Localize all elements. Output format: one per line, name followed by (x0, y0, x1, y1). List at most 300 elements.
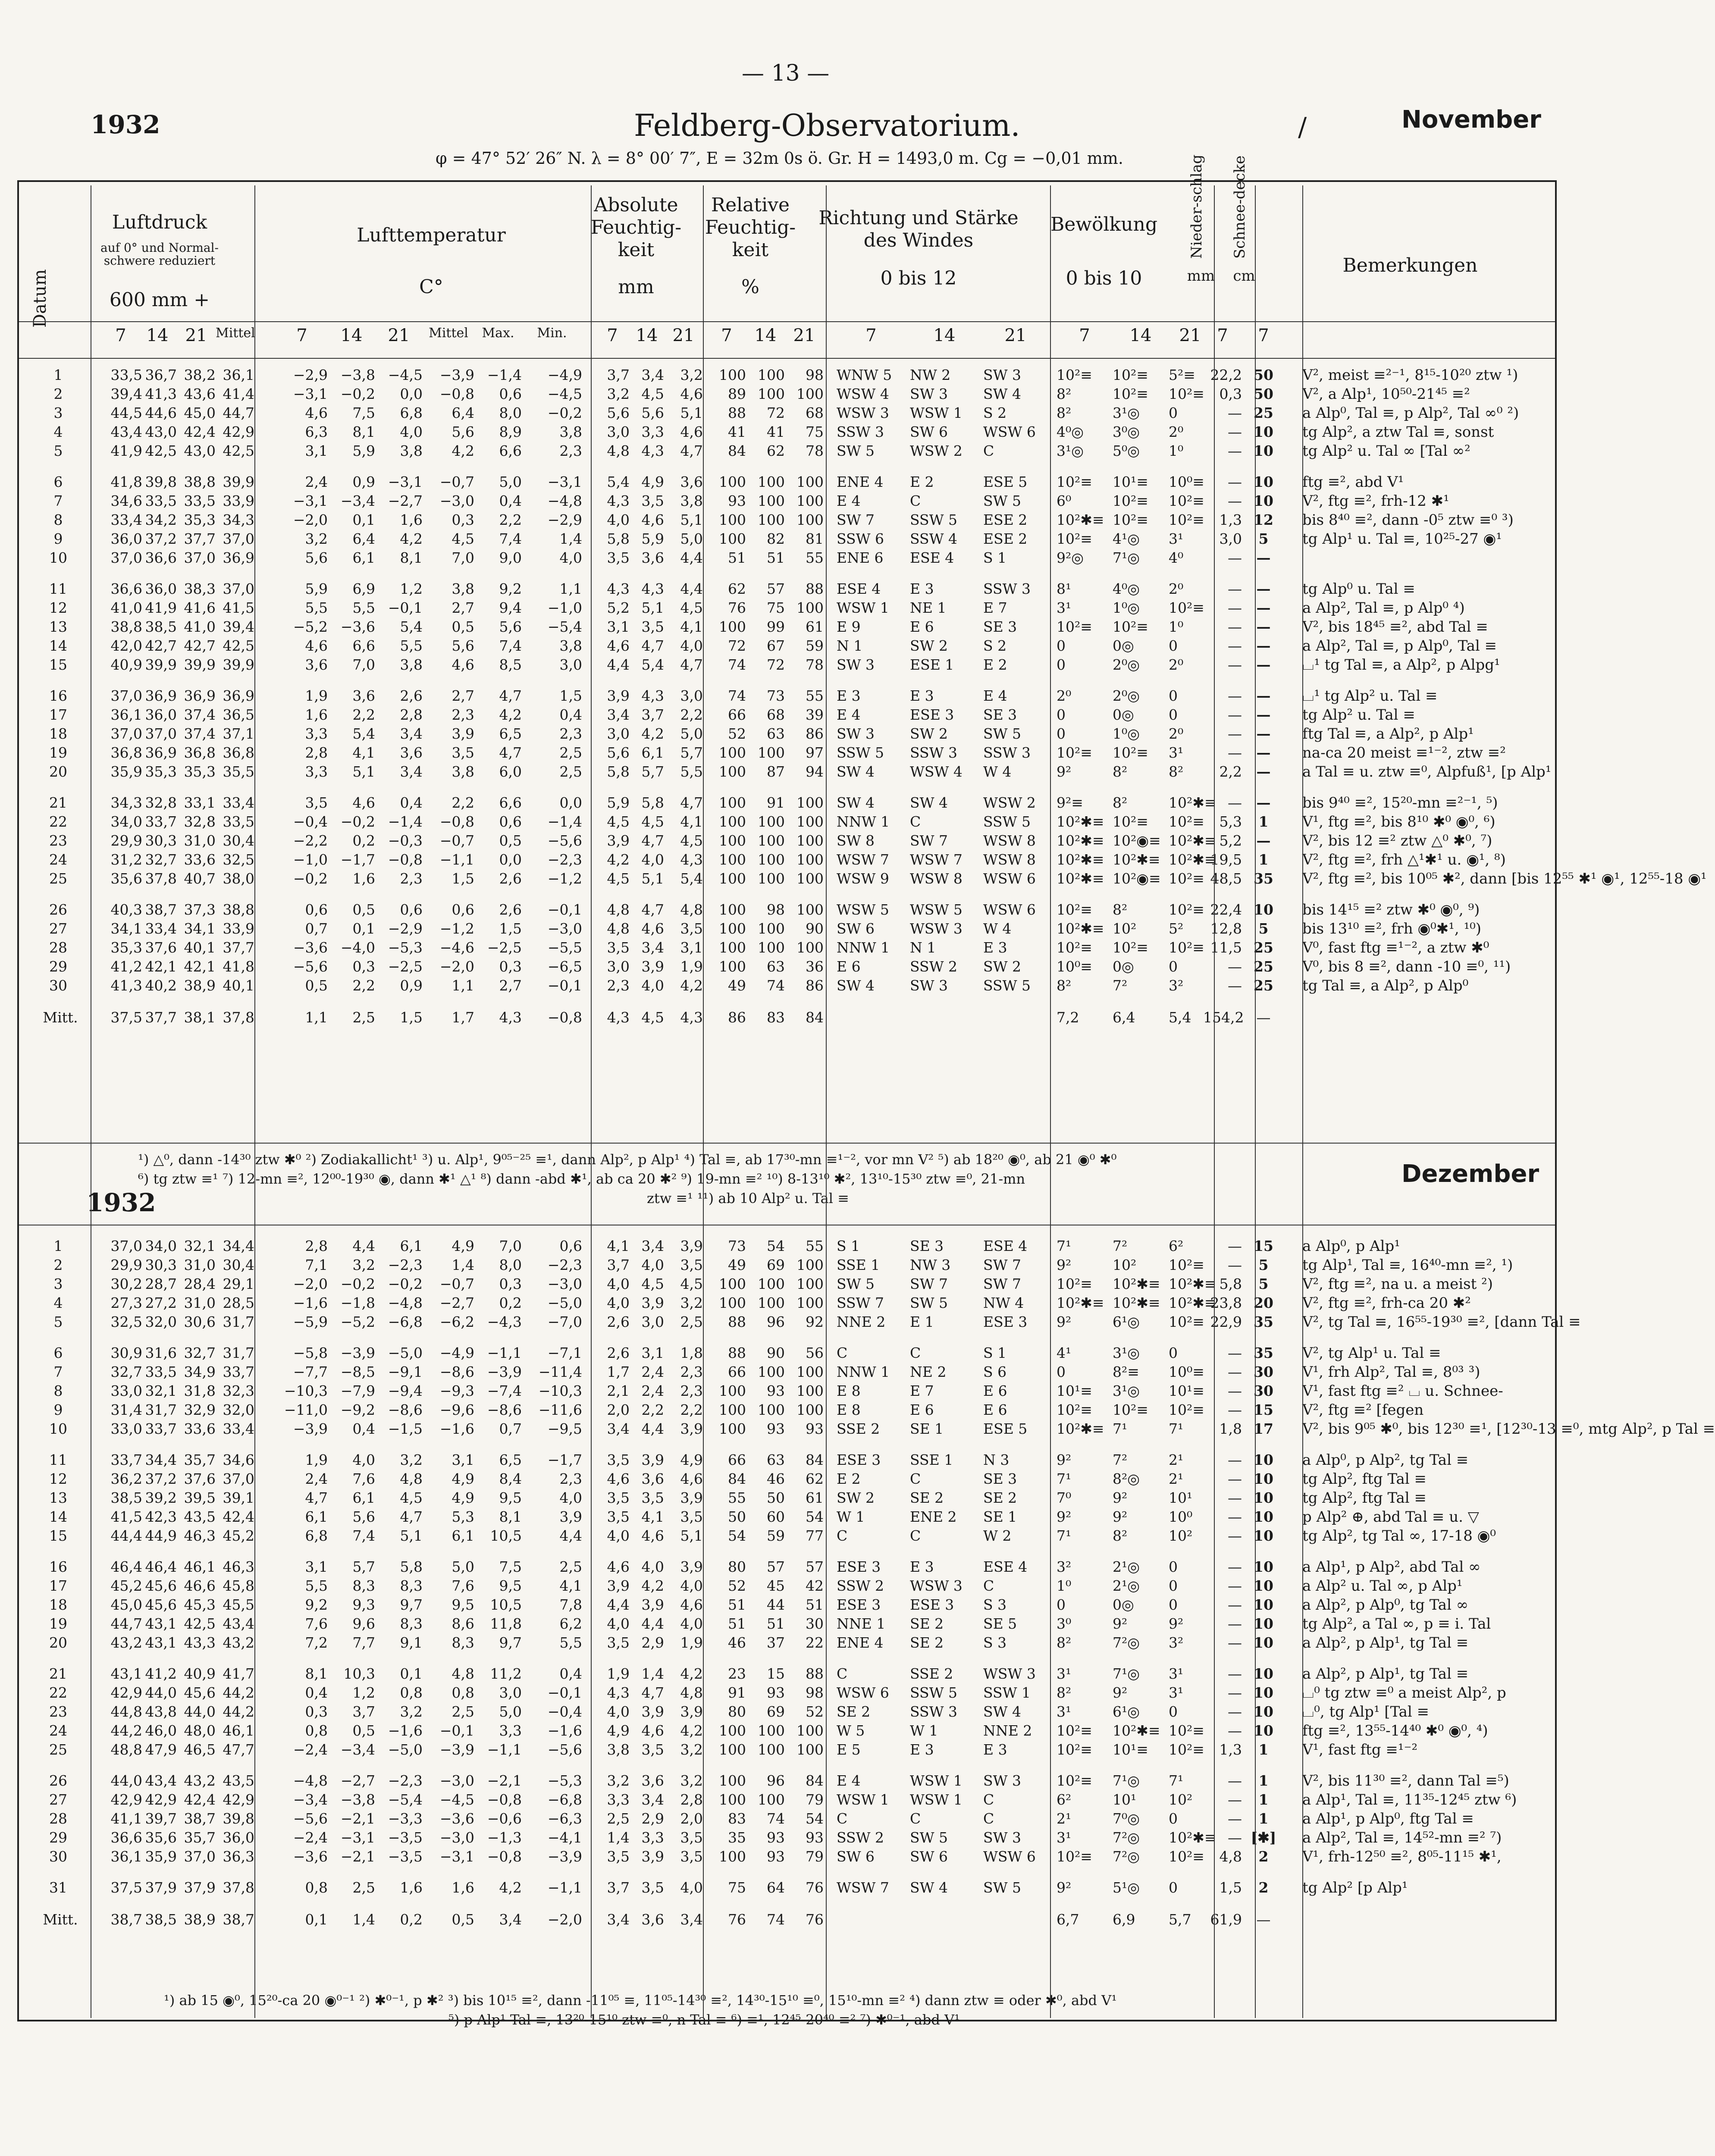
temperature-value: 3,7 (352, 1703, 375, 1720)
pressure-value: 37,0 (110, 549, 142, 566)
wind-value: SW 7 (983, 1257, 1022, 1273)
temperature-value: 2,5 (559, 763, 582, 780)
header-relative-unit: % (741, 276, 759, 298)
pressure-value: 45,8 (223, 1577, 254, 1594)
relative-humidity-mean: 74 (767, 1911, 785, 1928)
day-number: 15 (49, 1527, 67, 1544)
relative-humidity-value: 100 (796, 1275, 824, 1292)
day-number: 12 (49, 1470, 67, 1487)
relative-humidity-value: 91 (728, 1684, 746, 1701)
relative-humidity-value: 100 (719, 813, 746, 830)
cloud-value: 7² (1113, 977, 1128, 994)
wind-value: WSW 3 (837, 404, 889, 421)
pressure-value: 32,5 (223, 851, 254, 868)
wind-value: E 3 (910, 580, 934, 597)
remark-text: tg Alp¹ u. Tal ≡, 10²⁵-27 ◉¹ (1302, 530, 1502, 548)
temperature-value: −3,9 (439, 367, 474, 383)
precipitation-value: — (1228, 1401, 1242, 1418)
wind-value: SW 4 (837, 794, 875, 811)
pressure-value: 45,0 (184, 404, 216, 421)
temperature-value: 7,5 (499, 1558, 522, 1575)
dezember-row (17, 1238, 1557, 1257)
absolute-humidity-value: 3,9 (641, 958, 664, 975)
temperature-value: −7,0 (547, 1313, 582, 1330)
relative-humidity-value: 100 (796, 1401, 824, 1418)
absolute-humidity-value: 3,9 (641, 1703, 664, 1720)
cloud-value: 10²≡ (1169, 901, 1204, 918)
cloud-value: 0 (1169, 1577, 1178, 1594)
wind-value: SW 6 (910, 423, 948, 440)
temperature-value: 4,5 (400, 1489, 423, 1506)
temperature-value: 6,6 (499, 794, 522, 811)
hour-label: 21 (388, 326, 410, 345)
relative-humidity-value: 90 (806, 920, 824, 937)
dezember-row (17, 1741, 1557, 1760)
temperature-value: 3,1 (305, 442, 328, 459)
temperature-value: 0,8 (305, 1879, 328, 1896)
remark-text: bis 9⁴⁰ ≡², 15²⁰-mn ≡²⁻¹, ⁵) (1302, 794, 1498, 812)
relative-humidity-mean: 83 (767, 1009, 785, 1026)
day-number: 9 (53, 530, 63, 547)
wind-value: W 4 (983, 920, 1012, 937)
hour-label: 14 (933, 326, 956, 345)
wind-value: C (910, 1344, 921, 1361)
cloud-mean: 5,4 (1169, 1009, 1191, 1026)
temperature-value: 5,0 (499, 473, 522, 490)
day-number: 6 (53, 473, 63, 490)
pressure-value: 46,6 (184, 1577, 216, 1594)
pressure-value: 32,5 (110, 1313, 142, 1330)
cloud-value: 10²≡ (1113, 367, 1148, 383)
relative-humidity-value: 46 (767, 1470, 785, 1487)
wind-value: SSE 1 (837, 1257, 880, 1273)
pressure-value: 40,9 (184, 1665, 216, 1682)
absolute-humidity-value: 3,6 (680, 473, 703, 490)
cloud-mean: 7,2 (1057, 1009, 1079, 1026)
cloud-value: 10²✱≡ (1169, 1294, 1216, 1311)
day-number: 8 (53, 511, 63, 528)
cloud-value: 1⁰◎ (1113, 725, 1140, 742)
temperature-value: 8,9 (499, 423, 522, 440)
day-number: 17 (49, 706, 67, 723)
absolute-humidity-value: 5,8 (641, 794, 664, 811)
absolute-humidity-value: 4,6 (641, 511, 664, 528)
header-niederschlag: Nieder-schlag (1188, 154, 1205, 259)
wind-value: WSW 2 (983, 794, 1036, 811)
absolute-humidity-value: 1,9 (607, 1665, 630, 1682)
wind-value: WSW 5 (910, 901, 963, 918)
cloud-value: 2¹◎ (1113, 1558, 1140, 1575)
temperature-value: 6,1 (352, 549, 375, 566)
cloud-value: 0◎ (1113, 706, 1134, 723)
absolute-humidity-value: 4,8 (680, 901, 703, 918)
temperature-value: 6,9 (352, 580, 375, 597)
day-number: 20 (49, 763, 67, 780)
cloud-value: 7² (1113, 1238, 1128, 1254)
temperature-value: −10,3 (538, 1382, 582, 1399)
precipitation-value: — (1228, 1703, 1242, 1720)
temperature-value: 3,0 (559, 656, 582, 673)
precipitation-value: 1,5 (1219, 1879, 1242, 1896)
header-wind: Richtung und Stärke des Windes (818, 207, 1019, 251)
pressure-value: 38,7 (184, 1810, 216, 1827)
absolute-humidity-value: 3,9 (680, 1420, 703, 1437)
temperature-value: 6,6 (499, 442, 522, 459)
cloud-value: 10²≡ (1169, 1741, 1204, 1758)
pressure-value: 32,7 (184, 1344, 216, 1361)
temperature-value: −3,8 (340, 1791, 375, 1808)
header-absolute-feuchtigkeit: Absolute Feuchtig-keit (590, 194, 682, 261)
wind-value: S 3 (983, 1634, 1007, 1651)
pressure-value: 36,1 (110, 706, 142, 723)
pressure-value: 42,4 (223, 1508, 254, 1525)
relative-humidity-value: 64 (767, 1879, 785, 1896)
wind-value: W 2 (983, 1527, 1012, 1544)
cloud-value: 9² (1057, 1313, 1072, 1330)
relative-humidity-value: 55 (806, 1238, 824, 1254)
wind-value: NW 2 (910, 367, 951, 383)
temperature-value: −2,9 (547, 511, 582, 528)
precipitation-value: — (1228, 1829, 1242, 1846)
cloud-value: 10²✱≡ (1057, 851, 1104, 868)
precipitation-value: — (1228, 492, 1242, 509)
relative-humidity-value: 88 (806, 1665, 824, 1682)
snow-depth-value: 10 (1254, 423, 1273, 440)
wind-value: NNW 1 (837, 813, 890, 830)
temperature-value: −2,0 (439, 958, 474, 975)
remark-text: V², meist ≡²⁻¹, 8¹⁵-10²⁰ ztw ¹) (1302, 367, 1518, 384)
cloud-value: 10²≡ (1113, 492, 1148, 509)
temperature-value: 0,6 (305, 901, 328, 918)
temperature-value: 5,5 (559, 1634, 582, 1651)
remark-text: tg Alp² u. Tal ≡ (1302, 706, 1415, 724)
pressure-value: 41,9 (145, 599, 177, 616)
temperature-value: 3,0 (499, 1684, 522, 1701)
cloud-value: 8²◎ (1113, 1470, 1140, 1487)
pressure-value: 45,6 (145, 1596, 177, 1613)
absolute-humidity-value: 2,0 (607, 1401, 630, 1418)
precipitation-value: — (1228, 1558, 1242, 1575)
temperature-value: 3,8 (451, 580, 474, 597)
wind-value: ESE 4 (983, 1558, 1028, 1575)
absolute-humidity-value: 4,6 (641, 1722, 664, 1739)
cloud-value: 6² (1169, 1238, 1184, 1254)
cloud-value: 9² (1169, 1615, 1184, 1632)
cloud-value: 7²◎ (1113, 1848, 1140, 1865)
pressure-value: 37,5 (110, 1879, 142, 1896)
relative-humidity-value: 100 (719, 530, 746, 547)
temperature-value: −1,5 (388, 1420, 423, 1437)
wind-value: SSE 2 (837, 1420, 880, 1437)
temperature-value: 7,8 (559, 1596, 582, 1613)
temperature-value: 6,3 (305, 423, 328, 440)
temperature-value: 3,2 (305, 530, 328, 547)
snow-depth-value: — (1256, 832, 1271, 849)
cloud-value: 0◎ (1113, 1596, 1134, 1613)
temperature-value: −0,8 (487, 1791, 522, 1808)
precipitation-value: — (1228, 1257, 1242, 1273)
temperature-value: 9,5 (499, 1577, 522, 1594)
temperature-value: 6,1 (352, 1489, 375, 1506)
wind-value: E 9 (837, 618, 861, 635)
pressure-value: 38,9 (184, 977, 216, 994)
remark-text: V², bis 11³⁰ ≡², dann Tal ≡⁵) (1302, 1772, 1509, 1789)
temperature-value: 4,0 (559, 549, 582, 566)
temperature-value: −0,7 (439, 473, 474, 490)
temperature-value: 4,8 (451, 1665, 474, 1682)
absolute-humidity-value: 4,5 (641, 813, 664, 830)
absolute-humidity-value: 3,0 (641, 1313, 664, 1330)
wind-value: SW 5 (837, 1275, 875, 1292)
wind-value: S 2 (983, 637, 1007, 654)
cloud-value: 10²✱≡ (1169, 794, 1216, 811)
wind-value: E 8 (837, 1401, 861, 1418)
wind-value: ESE 3 (837, 1451, 881, 1468)
cloud-value: 6⁰ (1057, 492, 1072, 509)
temperature-value: 7,0 (499, 1238, 522, 1254)
absolute-humidity-value: 4,5 (641, 1275, 664, 1292)
temperature-value: 8,1 (305, 1665, 328, 1682)
temperature-value: 0,2 (352, 832, 375, 849)
cloud-value: 9² (1057, 1257, 1072, 1273)
temperature-value: 3,5 (451, 744, 474, 761)
mittel-label: Mitt. (43, 1911, 78, 1928)
pressure-value: 31,4 (110, 1401, 142, 1418)
wind-value: WSW 6 (983, 901, 1036, 918)
temperature-value: 2,3 (559, 725, 582, 742)
temperature-value: 9,4 (499, 599, 522, 616)
temperature-value: −3,0 (439, 1772, 474, 1789)
relative-humidity-value: 100 (758, 1722, 785, 1739)
wind-value: ESE 3 (837, 1596, 881, 1613)
pressure-value: 39,2 (145, 1489, 177, 1506)
relative-humidity-value: 100 (719, 618, 746, 635)
column-rule (1302, 185, 1303, 2018)
cloud-value: 3¹ (1169, 1665, 1184, 1682)
remark-text: V², bis 9⁰⁵ ✱⁰, bis 12³⁰ ≡¹, [12³⁰-13 ≡⁰, mtg Alp², p Tal ≡ (1302, 1420, 1715, 1438)
absolute-humidity-value: 4,8 (607, 920, 630, 937)
remark-text: a Alp² u. Tal ∞, p Alp¹ (1302, 1577, 1463, 1595)
november-row (17, 794, 1557, 813)
cloud-value: 10²≡ (1169, 1722, 1204, 1739)
day-number: 17 (49, 1577, 67, 1594)
cloud-value: 10²≡ (1113, 511, 1148, 528)
precipitation-value: — (1228, 599, 1242, 616)
cloud-value: 10¹≡ (1169, 1382, 1204, 1399)
absolute-humidity-value: 4,6 (607, 1558, 630, 1575)
absolute-humidity-value: 4,9 (641, 473, 664, 490)
absolute-humidity-value: 4,7 (641, 901, 664, 918)
day-number: 30 (49, 977, 67, 994)
wind-value: NNE 2 (837, 1313, 886, 1330)
pressure-value: 42,9 (145, 1791, 177, 1808)
relative-humidity-value: 42 (806, 1577, 824, 1594)
cloud-mean: 5,7 (1169, 1911, 1191, 1928)
hour-label: 7 (296, 326, 307, 345)
temperature-value: 9,5 (451, 1596, 474, 1613)
day-number: 21 (49, 794, 67, 811)
absolute-humidity-value: 4,7 (680, 656, 703, 673)
relative-humidity-value: 100 (758, 511, 785, 528)
temperature-value: 6,1 (451, 1527, 474, 1544)
day-number: 2 (53, 1257, 63, 1273)
relative-humidity-value: 93 (767, 1829, 785, 1846)
temperature-value: 9,6 (352, 1615, 375, 1632)
header-lufttemperatur-unit: C° (419, 276, 443, 298)
november-row (17, 492, 1557, 511)
relative-humidity-value: 73 (767, 687, 785, 704)
november-row (17, 920, 1557, 939)
relative-humidity-value: 100 (758, 1363, 785, 1380)
cloud-value: 10²≡ (1169, 1257, 1204, 1273)
cloud-value: 1⁰ (1057, 1577, 1072, 1594)
temperature-value: −1,0 (547, 599, 582, 616)
pressure-mean: 38,7 (223, 1911, 254, 1928)
temperature-value: 1,5 (499, 920, 522, 937)
pressure-value: 34,1 (184, 920, 216, 937)
november-row (17, 832, 1557, 851)
absolute-humidity-value: 2,3 (607, 977, 630, 994)
absolute-humidity-value: 3,9 (607, 1577, 630, 1594)
relative-humidity-value: 100 (719, 939, 746, 956)
wind-value: SSW 4 (910, 530, 958, 547)
wind-value: SW 8 (837, 832, 875, 849)
wind-value: W 1 (910, 1722, 938, 1739)
cloud-value: 2⁰ (1169, 580, 1184, 597)
remark-text: ftg ≡², abd V¹ (1302, 473, 1404, 491)
snow-depth-value: — (1256, 618, 1271, 635)
relative-humidity-value: 93 (806, 1829, 824, 1846)
cloud-value: 3¹ (1057, 599, 1072, 616)
wind-value: ESE 4 (837, 580, 881, 597)
remark-text: V², ftg ≡², frh △¹✱¹ u. ◉¹, ⁸) (1302, 851, 1506, 868)
wind-value: S 1 (837, 1238, 860, 1254)
hour-label: 7 (721, 326, 732, 345)
pressure-value: 33,4 (223, 794, 254, 811)
wind-value: SE 5 (983, 1615, 1017, 1632)
wind-value: SW 6 (910, 1848, 948, 1865)
pressure-value: 37,0 (145, 725, 177, 742)
wind-value: WSW 1 (910, 1772, 963, 1789)
snow-depth-value: 5 (1258, 530, 1269, 547)
temperature-value: 1,6 (451, 1879, 474, 1896)
column-rule (1255, 185, 1256, 2018)
snow-depth-value: — (1256, 763, 1271, 780)
temperature-value: 0,5 (451, 618, 474, 635)
dezember-row (17, 1791, 1557, 1810)
relative-humidity-value: 88 (806, 580, 824, 597)
relative-humidity-value: 63 (767, 1451, 785, 1468)
snow-depth-value: 1 (1258, 1791, 1269, 1808)
relative-humidity-value: 86 (806, 725, 824, 742)
pressure-value: 34,0 (145, 1238, 177, 1254)
dezember-row (17, 1489, 1557, 1508)
temperature-mean: 0,1 (305, 1911, 328, 1928)
cloud-value: 8² (1113, 794, 1128, 811)
absolute-humidity-value: 3,5 (607, 1508, 630, 1525)
wind-value: SW 2 (983, 958, 1022, 975)
temperature-value: −2,0 (293, 1275, 328, 1292)
absolute-humidity-value: 4,4 (607, 1596, 630, 1613)
snow-depth-value: 1 (1258, 851, 1269, 868)
snow-depth-value: 30 (1254, 1382, 1273, 1399)
absolute-humidity-value: 4,1 (680, 813, 703, 830)
pressure-value: 30,6 (184, 1313, 216, 1330)
day-number: 13 (49, 618, 67, 635)
temperature-value: 2,6 (400, 687, 423, 704)
remark-text: tg Tal ≡, a Alp², p Alp⁰ (1302, 977, 1469, 994)
temperature-value: 2,4 (305, 473, 328, 490)
temperature-value: −1,6 (547, 1722, 582, 1739)
pressure-value: 31,8 (184, 1382, 216, 1399)
absolute-humidity-value: 5,9 (607, 794, 630, 811)
precipitation-value: — (1228, 1238, 1242, 1254)
temperature-value: −1,4 (547, 813, 582, 830)
temperature-value: 3,8 (400, 442, 423, 459)
wind-value: SE 1 (910, 1420, 944, 1437)
temperature-value: 0,4 (352, 1420, 375, 1437)
snow-depth-value: 10 (1254, 473, 1273, 490)
absolute-humidity-value: 4,0 (680, 1879, 703, 1896)
absolute-humidity-value: 4,4 (641, 1420, 664, 1437)
absolute-humidity-value: 3,3 (641, 1829, 664, 1846)
cloud-value: 10²✱≡ (1057, 813, 1104, 830)
november-row (17, 473, 1557, 492)
absolute-humidity-value: 3,9 (641, 1596, 664, 1613)
dezember-row (17, 1810, 1557, 1829)
temperature-value: −2,7 (439, 1294, 474, 1311)
cloud-value: 10² (1113, 920, 1137, 937)
relative-humidity-value: 54 (806, 1508, 824, 1525)
pressure-value: 38,5 (110, 1489, 142, 1506)
temperature-value: −0,7 (439, 1275, 474, 1292)
temperature-value: 8,1 (352, 423, 375, 440)
wind-value: WSW 5 (837, 901, 889, 918)
absolute-humidity-value: 4,9 (680, 1451, 703, 1468)
relative-humidity-value: 93 (728, 492, 746, 509)
temperature-value: −3,1 (439, 1848, 474, 1865)
temperature-value: 5,5 (305, 1577, 328, 1594)
temperature-value: −5,3 (547, 1772, 582, 1789)
cloud-value: 2¹ (1057, 1810, 1072, 1827)
wind-value: NW 4 (983, 1294, 1024, 1311)
temperature-value: 8,3 (352, 1577, 375, 1594)
relative-humidity-value: 91 (767, 794, 785, 811)
pressure-value: 36,0 (110, 530, 142, 547)
absolute-humidity-value: 4,0 (607, 1275, 630, 1292)
relative-humidity-value: 100 (758, 1401, 785, 1418)
pressure-value: 37,9 (145, 1879, 177, 1896)
temperature-value: 2,4 (305, 1470, 328, 1487)
absolute-humidity-value: 4,9 (607, 1722, 630, 1739)
temperature-value: 3,3 (305, 763, 328, 780)
pressure-value: 44,6 (145, 404, 177, 421)
cloud-value: 2¹ (1169, 1470, 1184, 1487)
absolute-humidity-value: 4,2 (641, 725, 664, 742)
cloud-value: 7²◎ (1113, 1829, 1140, 1846)
relative-humidity-value: 87 (767, 763, 785, 780)
temperature-value: −2,9 (293, 367, 328, 383)
absolute-humidity-value: 4,6 (607, 1470, 630, 1487)
temperature-value: 5,0 (499, 1703, 522, 1720)
cloud-value: 10²✱≡ (1113, 1275, 1160, 1292)
day-number: 18 (49, 1596, 67, 1613)
absolute-humidity-value: 1,9 (680, 958, 703, 975)
remark-text: V², ftg ≡², na u. a meist ²) (1302, 1275, 1493, 1293)
cloud-value: 7¹◎ (1113, 1665, 1140, 1682)
relative-humidity-value: 86 (806, 977, 824, 994)
relative-humidity-value: 82 (767, 530, 785, 547)
